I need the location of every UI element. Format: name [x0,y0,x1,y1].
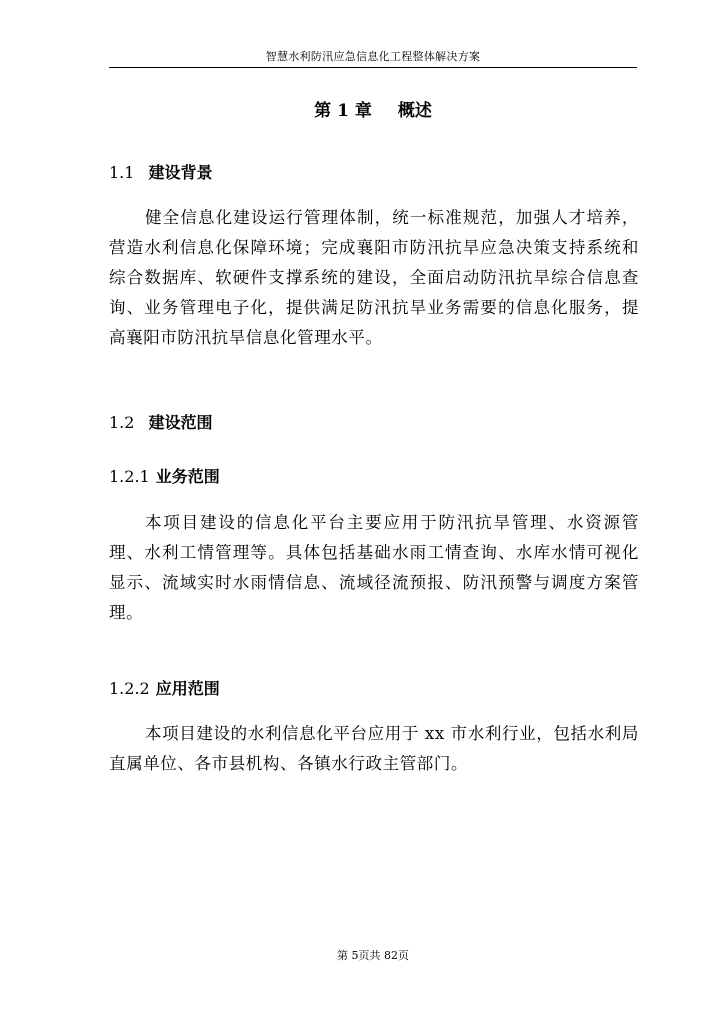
section-1-2-2-paragraph: 本项目建设的水利信息化平台应用于 xx 市水利行业，包括水利局直属单位、各市县机构、各镇水行政主管部门。 [109,724,639,773]
section-1-2-title: 建设范围 [148,413,213,432]
section-1-1-number: 1.1 [109,163,135,182]
section-1-1-heading [109,161,212,185]
section-1-2-number: 1.2 [109,413,135,432]
page-footer: 第 5页共 82页 [337,949,409,962]
section-1-2-2-title: 应用范围 [155,679,220,698]
section-1-2-1-paragraph: 本项目建设的信息化平台主要应用于防汛抗旱管理、水资源管理、水利工情管理等。具体包括基础水雨工情查询、水库水情可视化显示、流域实时水雨情信息、流域径流预报、防汛预警与调度方案管理。 [109,513,639,622]
header-rule [109,67,637,68]
section-1-1-title: 建设背景 [148,163,213,182]
section-1-2-1-title: 业务范围 [155,467,220,486]
section-1-2-1-heading [109,465,220,489]
section-1-2-2-heading [109,677,220,701]
section-1-2-2-number: 1.2.2 [109,679,150,698]
chapter-title [109,99,637,123]
section-1-2-heading [109,411,212,435]
chapter-label: 第 1 章 [314,101,372,121]
chapter-name: 概述 [397,101,432,121]
section-1-2-1-number: 1.2.1 [109,467,150,486]
section-1-1-paragraph: 健全信息化建设运行管理体制，统一标准规范，加强人才培养，营造水利信息化保障环境；完成襄阳市防汛抗旱应急决策支持系统和综合数据库、软硬件支撑系统的建设，全面启动防汛抗旱综合信息查询、业务管理电子化，提供满足防汛抗旱业务需要的信息化服务，提高襄阳市防汛抗旱信息化管理水平。 [109,208,639,347]
running-header: 智慧水利防汛应急信息化工程整体解决方案 [265,50,481,63]
